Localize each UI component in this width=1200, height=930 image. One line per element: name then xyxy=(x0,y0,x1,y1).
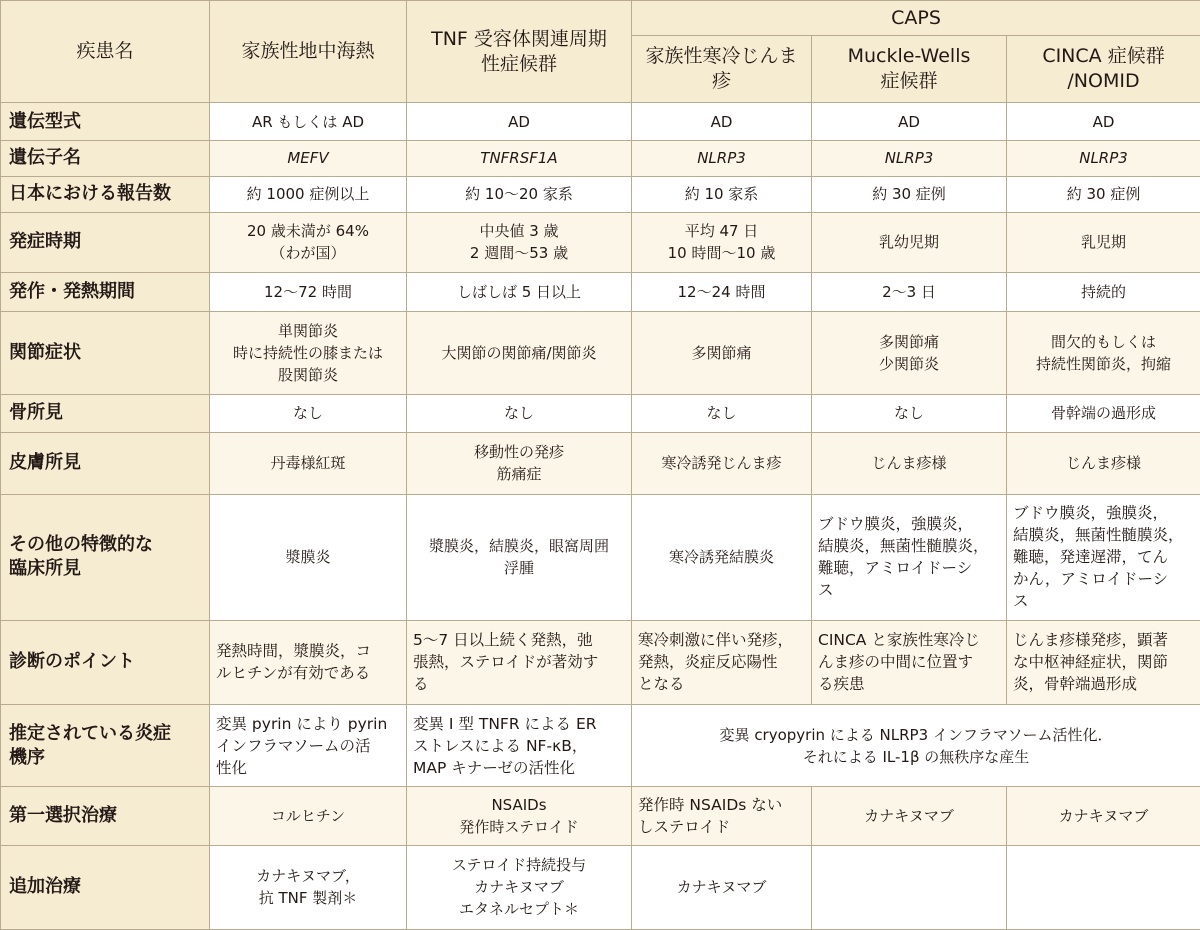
cell-other-traps: 漿膜炎，結膜炎，眼窩周囲 浮腫 xyxy=(407,495,632,621)
row-label-reports: 日本における報告数 xyxy=(1,176,210,212)
cell-gene-mws: NLRP3 xyxy=(812,140,1007,176)
cell-skin-mws: じんま疹様 xyxy=(812,432,1007,494)
cell-reports-fcas: 約 10 家系 xyxy=(632,176,812,212)
cell-reports-cinca: 約 30 症例 xyxy=(1007,176,1200,212)
cell-reports-traps: 約 10〜20 家系 xyxy=(407,176,632,212)
table-row xyxy=(1,103,1200,140)
cell-skin-traps: 移動性の発疹 筋痛症 xyxy=(407,432,632,494)
cell-skin-fcas: 寒冷誘発じんま疹 xyxy=(632,432,812,494)
cell-other-fcas: 寒冷誘発結膜炎 xyxy=(632,495,812,621)
cell-gene-cinca: NLRP3 xyxy=(1007,140,1200,176)
cell-mechanism-fmf: 変異 pyrin により pyrin インフラマソームの活 性化 xyxy=(210,704,407,786)
row-label-skin: 皮膚所見 xyxy=(1,432,210,494)
cell-diagnosis-fcas: 寒冷刺激に伴い発疹， 発熱，炎症反応陽性 となる xyxy=(632,620,812,704)
cell-gene-fcas: NLRP3 xyxy=(632,140,812,176)
row-label-mechanism: 推定されている炎症 機序 xyxy=(1,704,210,786)
cell-first-line-fmf: コルヒチン xyxy=(210,787,407,845)
cell-other-mws: ブドウ膜炎，強膜炎， 結膜炎，無菌性髄膜炎， 難聴，アミロイドーシ ス xyxy=(812,495,1007,621)
cell-gene-traps: TNFRSF1A xyxy=(407,140,632,176)
table-row xyxy=(1,273,1200,312)
cell-attack-traps: しばしば 5 日以上 xyxy=(407,273,632,312)
cell-mechanism-traps: 変異 I 型 TNFR による ER ストレスによる NF-κB， MAP キナーゼの活性化 xyxy=(407,704,632,786)
header-fcas: 家族性寒冷じんま 疹 xyxy=(632,36,812,103)
table-row xyxy=(1,176,1200,212)
cell-gene-fmf: MEFV xyxy=(210,140,407,176)
cell-inheritance-cinca: AD xyxy=(1007,103,1200,140)
cell-attack-cinca: 持続的 xyxy=(1007,273,1200,312)
cell-other-cinca: ブドウ膜炎，強膜炎， 結膜炎，無菌性髄膜炎， 難聴，発達遅滞，てん かん，アミロイドーシ ス xyxy=(1007,495,1200,621)
cell-first-line-mws: カナキヌマブ xyxy=(812,787,1007,845)
cell-first-line-fcas: 発作時 NSAIDs ない しステロイド xyxy=(632,787,812,845)
table-row xyxy=(1,787,1200,845)
cell-bone-fmf: なし xyxy=(210,394,407,432)
cell-additional-mws-empty xyxy=(812,845,1007,929)
cell-joint-cinca: 間欠的もしくは 持続性関節炎，拘縮 xyxy=(1007,312,1200,394)
header-mws: Muckle-Wells 症候群 xyxy=(812,36,1007,103)
cell-bone-fcas: なし xyxy=(632,394,812,432)
row-label-first-line: 第一選択治療 xyxy=(1,787,210,845)
cell-joint-fcas: 多関節痛 xyxy=(632,312,812,394)
cell-attack-fmf: 12〜72 時間 xyxy=(210,273,407,312)
cell-onset-fmf: 20 歳未満が 64% （わが国） xyxy=(210,212,407,272)
cell-additional-fcas: カナキヌマブ xyxy=(632,845,812,929)
header-caps: CAPS xyxy=(632,1,1200,36)
cell-onset-traps: 中央値 3 歳 2 週間〜53 歳 xyxy=(407,212,632,272)
row-label-gene: 遺伝子名 xyxy=(1,140,210,176)
cell-joint-mws: 多関節痛 少関節炎 xyxy=(812,312,1007,394)
cell-joint-traps: 大関節の関節痛/関節炎 xyxy=(407,312,632,394)
cell-attack-mws: 2〜3 日 xyxy=(812,273,1007,312)
cell-first-line-traps: NSAIDs 発作時ステロイド xyxy=(407,787,632,845)
table-row xyxy=(1,312,1200,394)
table-row xyxy=(1,845,1200,929)
cell-bone-mws: なし xyxy=(812,394,1007,432)
cell-diagnosis-traps: 5〜7 日以上続く発熱，弛 張熱，ステロイドが著効す る xyxy=(407,620,632,704)
cell-skin-cinca: じんま疹様 xyxy=(1007,432,1200,494)
cell-diagnosis-mws: CINCA と家族性寒冷じ んま疹の中間に位置す る疾患 xyxy=(812,620,1007,704)
row-label-bone: 骨所見 xyxy=(1,394,210,432)
cell-additional-traps: ステロイド持続投与 カナキヌマブ エタネルセプト＊ xyxy=(407,845,632,929)
table-row xyxy=(1,212,1200,272)
cell-skin-fmf: 丹毒様紅斑 xyxy=(210,432,407,494)
header-disease-name: 疾患名 xyxy=(1,1,210,103)
cell-onset-fcas: 平均 47 日 10 時間〜10 歳 xyxy=(632,212,812,272)
table-row xyxy=(1,140,1200,176)
cell-mechanism-caps: 変異 cryopyrin による NLRP3 インフラマソーム活性化． それによる IL-1β の無秩序な産生 xyxy=(632,704,1200,786)
row-label-additional: 追加治療 xyxy=(1,845,210,929)
header-traps: TNF 受容体関連周期 性症候群 xyxy=(407,1,632,103)
table-row xyxy=(1,432,1200,494)
cell-inheritance-traps: AD xyxy=(407,103,632,140)
cell-onset-mws: 乳幼児期 xyxy=(812,212,1007,272)
cell-diagnosis-fmf: 発熱時間，漿膜炎，コ ルヒチンが有効である xyxy=(210,620,407,704)
cell-additional-cinca-empty xyxy=(1007,845,1200,929)
row-label-attack: 発作・発熱期間 xyxy=(1,273,210,312)
row-label-onset: 発症時期 xyxy=(1,212,210,272)
row-label-diagnosis: 診断のポイント xyxy=(1,620,210,704)
cell-inheritance-fcas: AD xyxy=(632,103,812,140)
header-row-top xyxy=(1,1,1200,36)
cell-bone-cinca: 骨幹端の過形成 xyxy=(1007,394,1200,432)
cell-reports-fmf: 約 1000 症例以上 xyxy=(210,176,407,212)
table-row xyxy=(1,394,1200,432)
header-fmf: 家族性地中海熱 xyxy=(210,1,407,103)
table-row xyxy=(1,620,1200,704)
cell-reports-mws: 約 30 症例 xyxy=(812,176,1007,212)
table-row xyxy=(1,495,1200,621)
cell-first-line-cinca: カナキヌマブ xyxy=(1007,787,1200,845)
cell-joint-fmf: 単関節炎 時に持続性の膝または 股関節炎 xyxy=(210,312,407,394)
cell-inheritance-fmf: AR もしくは AD xyxy=(210,103,407,140)
cell-inheritance-mws: AD xyxy=(812,103,1007,140)
cell-diagnosis-cinca: じんま疹様発疹，顕著 な中枢神経症状，関節 炎，骨幹端過形成 xyxy=(1007,620,1200,704)
row-label-inheritance: 遺伝型式 xyxy=(1,103,210,140)
cell-attack-fcas: 12〜24 時間 xyxy=(632,273,812,312)
cell-bone-traps: なし xyxy=(407,394,632,432)
row-label-joint: 関節症状 xyxy=(1,312,210,394)
cell-onset-cinca: 乳児期 xyxy=(1007,212,1200,272)
cell-additional-fmf: カナキヌマブ， 抗 TNF 製剤＊ xyxy=(210,845,407,929)
cell-other-fmf: 漿膜炎 xyxy=(210,495,407,621)
row-label-other: その他の特徴的な 臨床所見 xyxy=(1,495,210,621)
header-cinca: CINCA 症候群 /NOMID xyxy=(1007,36,1200,103)
table-row xyxy=(1,704,1200,786)
